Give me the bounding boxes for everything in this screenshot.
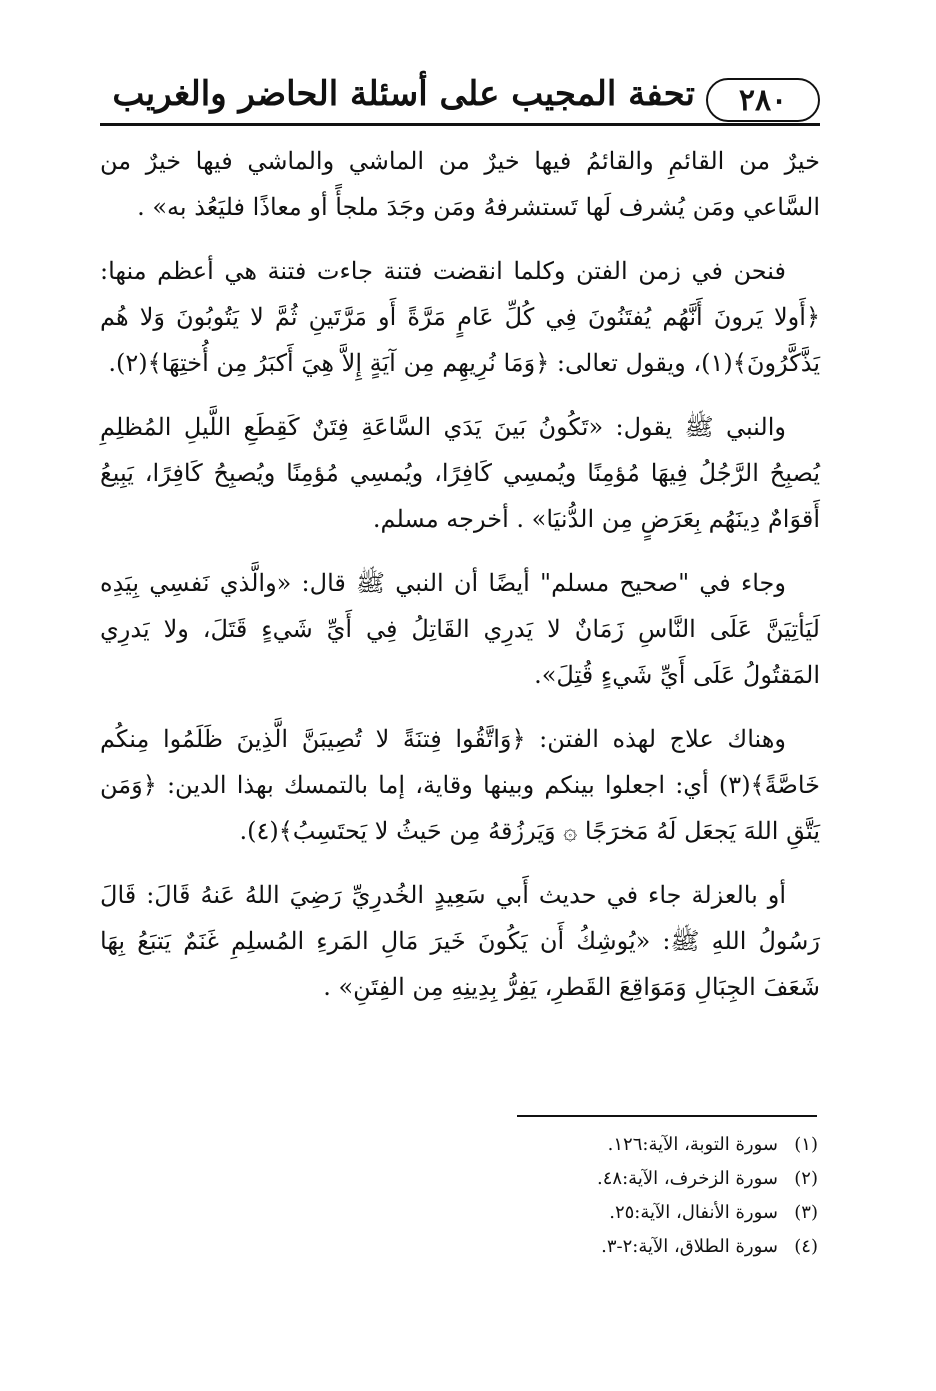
footnote-number: (٤) [794,1236,818,1257]
footnote [100,1128,818,1162]
footnote-number: (٣) [794,1202,818,1223]
footnote [100,1196,818,1230]
footnotes [100,1128,818,1264]
paragraph: فنحن في زمن الفتن وكلما انقضت فتنة جاءت فتنة هي أعظم منها: ﴿أَولا يَرونَ أَنَّهُم يُفتَنُونَ فِي كُلِّ عَامٍ مَرَّةً أَو مَرَّتَينِ ثُمَّ لا يَتُوبُونَ وَلا هُم يَذَّكَّرُونَ﴾(١)، ويقول تعالى: ﴿وَمَا نُرِيهِم مِن آيَةٍ إِلاَّ هِيَ أَكبَرُ مِن أُختِهَا﴾(٢). [100,257,821,377]
footnote-text: سورة التوبة، الآية:١٢٦. [607,1134,778,1155]
footnote [100,1230,818,1264]
footnote-number: (١) [794,1134,818,1155]
header-rule [100,123,820,126]
footnote-text: سورة الطلاق، الآية:٢-٣. [601,1236,778,1257]
page-header [100,70,820,126]
paragraph: والنبي ﷺ يقول: «تَكُونُ بَينَ يَدَي السَّاعَةِ فِتَنٌ كَقِطَعِ اللَّيلِ المُظلِمِ يُصبِحُ الرَّجُلُ فِيهَا مُؤمِنًا ويُمسِي كَافِرًا، ويُمسِي مُؤمِنًا ويُصبِحُ كَافِرًا، يَبِيعُ أَقوَامٌ دِينَهُم بِعَرَضٍ مِن الدُّنيَا» . أخرجه مسلم. [100,413,820,533]
body-text [100,138,820,1028]
footnote-number: (٢) [794,1168,818,1189]
footnote-text: سورة الزخرف، الآية:٤٨. [597,1168,778,1189]
page-number: ٢٨٠ [706,78,820,122]
paragraph: وجاء في "صحيح مسلم" أيضًا أن النبي ﷺ قال: «والَّذي نَفسِي بِيَدِه لَيَأتِيَنَّ عَلَى النَّاسِ زَمَانٌ لا يَدرِي القَاتِلُ فِي أَيِّ شَيءٍ قَتَلَ، ولا يَدرِي المَقتُولُ عَلَى أَيِّ شَيءٍ قُتِلَ». [100,569,820,689]
footnote [100,1162,818,1196]
paragraph: أو بالعزلة جاء في حديث أَبي سَعِيدٍ الخُدرِيِّ رَضِيَ اللهُ عَنهُ قَالَ: قَالَ رَسُولُ اللهِ ﷺ: «يُوشِكُ أَن يَكُونَ خَيرَ مَالِ المَرءِ المُسلِمِ غَنَمٌ يَتبَعُ بِهَا شَعَفَ الجِبَالِ وَمَوَاقِعَ القَطرِ، يَفِرُّ بِدِينِهِ مِن الفِتَنِ» . [100,881,820,1001]
paragraph: خيرٌ من القائمِ والقائمُ فيها خيرٌ من الماشي والماشي فيها خيرٌ من السَّاعي ومَن يُشرف لَها تَستشرفهُ ومَن وجَدَ ملجأً أو معاذًا فليَعُذ به» . [100,147,820,221]
footnote-rule [517,1115,817,1117]
book-title: تحفة المجيب على أسئلة الحاضر والغريب [112,74,695,114]
paragraph: وهناك علاج لهذه الفتن: ﴿وَاتَّقُوا فِتنَةً لا تُصِيبَنَّ الَّذِينَ ظَلَمُوا مِنكُم خَاصَّةً﴾(٣) أي: اجعلوا بينكم وبينها وقاية، إما بالتمسك بهذا الدين: ﴿وَمَن يَتَّقِ اللهَ يَجعَل لَهُ مَخرَجًا ۞ وَيَرزُقهُ مِن حَيثُ لا يَحتَسِبُ﴾(٤). [100,725,821,845]
footnote-text: سورة الأنفال، الآية:٢٥. [609,1202,778,1223]
